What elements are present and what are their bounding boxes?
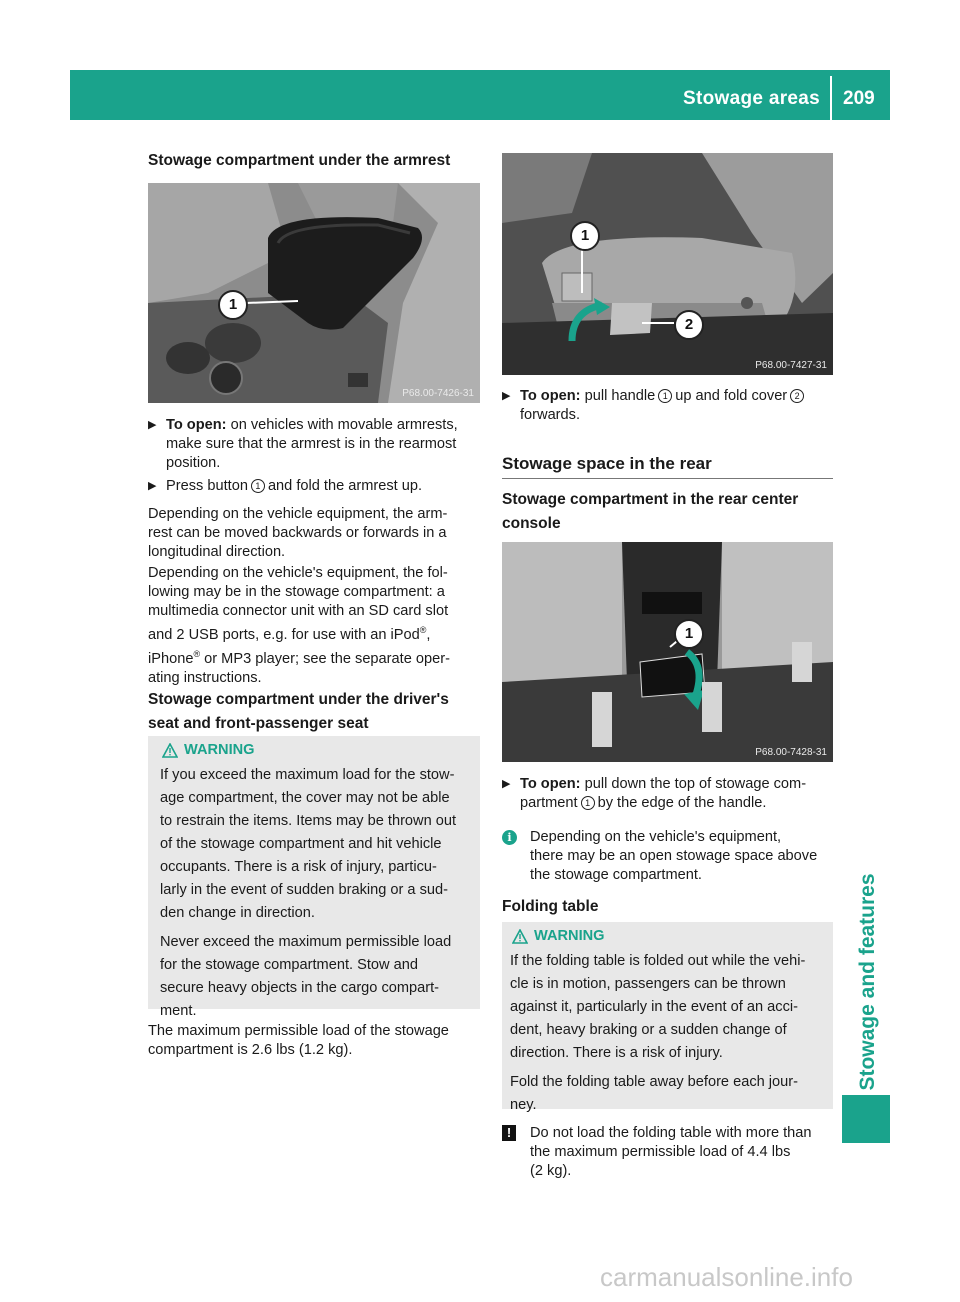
notice-icon: ! [502, 1125, 516, 1141]
text-line: or MP3 player; see the separate oper- [200, 650, 450, 667]
warning-text [510, 950, 827, 1065]
warning-instruction [160, 931, 474, 1023]
heading-line: Stowage compartment under the driver's [148, 691, 449, 708]
step-text: and fold the armrest up. [267, 478, 423, 494]
rear-stowage-heading: Stowage space in the rear [502, 454, 712, 473]
warning-header [162, 742, 474, 758]
warning-triangle-icon [512, 929, 528, 944]
text-line: against it, particularly in the event of an acci- [510, 999, 798, 1015]
text-line: Depending on the vehicle's equipment, the fol- [148, 565, 448, 581]
text-line: secure heavy objects in the cargo compart- [160, 980, 440, 996]
side-tab-marker [842, 1095, 890, 1143]
step-text: partment [520, 795, 578, 811]
console-illustration [502, 542, 833, 762]
step-text: position. [166, 455, 221, 471]
rear-console-heading [502, 488, 837, 536]
seat-illustration [502, 153, 833, 375]
text-line: dent, heavy braking or a sudden change of [510, 1022, 787, 1038]
step-text: on vehicles with movable armrests, [230, 417, 458, 433]
text-line: Do not load the folding table with more than [530, 1125, 812, 1141]
heading-line: console [502, 515, 561, 532]
text-line: compartment is 2.6 lbs (1.2 kg). [148, 1042, 353, 1058]
text-line: multimedia connector unit with an SD card slot [148, 603, 449, 619]
seat-photo [502, 153, 833, 375]
paragraph-armrest-movement [148, 505, 483, 562]
callout-2: 2 [674, 310, 704, 340]
text-line: and 2 USB ports, e.g. for use with an iPod [148, 626, 420, 643]
header-divider [830, 76, 832, 120]
text-line: Fold the folding table away before each jour- [510, 1074, 798, 1090]
text-line: ating instructions. [148, 669, 262, 686]
heading-rule [502, 478, 833, 479]
heading-line: Stowage compartment in the rear center [502, 491, 799, 508]
warning-instruction [510, 1071, 827, 1117]
callout-1: 1 [674, 619, 704, 649]
info-icon: i [502, 830, 517, 845]
step-arrow-icon: ▶ [502, 390, 511, 402]
armrest-heading: Stowage compartment under the armrest [148, 152, 451, 169]
text-line: to restrain the items. Items may be thrown out [160, 813, 457, 829]
step-text: by the edge of the handle. [597, 795, 767, 811]
console-photo [502, 542, 833, 762]
text-line: If you exceed the maximum load for the stow- [160, 767, 455, 783]
seat-step [502, 387, 837, 425]
step-label: To open: [520, 776, 581, 792]
registered-mark: ® [193, 648, 201, 659]
callout-ref-1: 1 [581, 796, 595, 810]
warning-header [512, 928, 827, 944]
callout-ref-2: 2 [790, 389, 804, 403]
text-line: If the folding table is folded out while the vehi- [510, 953, 806, 969]
photo-code: P68.00-7428-31 [755, 747, 827, 758]
side-tab-label: Stowage and features [856, 873, 879, 1091]
text-line: for the stowage compartment. Stow and [160, 957, 418, 973]
console-step [502, 775, 837, 813]
text-line: iPhone [148, 650, 194, 667]
heading-line: seat and front-passenger seat [148, 715, 369, 732]
text-line: larly in the event of sudden braking or a sud- [160, 882, 448, 898]
step-arrow-icon: ▶ [148, 419, 157, 431]
step-text: up and fold cover [675, 388, 788, 404]
text-line: ment. [160, 1003, 197, 1019]
armrest-illustration [148, 183, 480, 403]
text-line: Depending on the vehicle equipment, the arm- [148, 506, 448, 522]
step-arrow-icon: ▶ [502, 778, 511, 790]
text-line: occupants. There is a risk of injury, particu- [160, 859, 437, 875]
registered-mark: ® [419, 625, 427, 635]
callout-ref-1: 1 [251, 479, 265, 493]
warning-box [502, 922, 833, 1113]
text-line: , [426, 626, 431, 643]
armrest-photo [148, 183, 480, 403]
text-line: The maximum permissible load of the stowage [148, 1023, 449, 1039]
text-line: lowing may be in the stowage compartment: a [148, 584, 445, 600]
text-line: ney. [510, 1097, 537, 1113]
text-line: Never exceed the maximum permissible load [160, 934, 452, 950]
text-line: longitudinal direction. [148, 544, 286, 560]
step-text: pull down the top of stowage com- [584, 776, 807, 792]
photo-code: P68.00-7427-31 [755, 360, 827, 371]
side-tab [842, 140, 890, 1092]
page-number: 209 [843, 88, 875, 109]
callout-1: 1 [570, 221, 600, 251]
folding-table-heading: Folding table [502, 898, 599, 915]
paragraph-equipment [148, 564, 483, 688]
paragraph-max-load [148, 1022, 483, 1060]
text-line: age compartment, the cover may not be able [160, 790, 450, 806]
text-line: (2 kg). [530, 1163, 572, 1179]
notice-note [502, 1124, 837, 1181]
step-text: make sure that the armrest is in the rearmost [166, 436, 457, 452]
info-note [502, 828, 837, 885]
step-text: pull handle [584, 388, 656, 404]
warning-box [148, 736, 480, 1019]
text-line: cle is in motion, passengers can be thrown [510, 976, 786, 992]
warning-title: WARNING [534, 928, 605, 944]
warning-triangle-icon [162, 743, 178, 758]
text-line: the stowage compartment. [530, 867, 702, 883]
text-line: the maximum permissible load of 4.4 lbs [530, 1144, 791, 1160]
text-line: rest can be moved backwards or forwards in a [148, 525, 447, 541]
callout-ref-1: 1 [658, 389, 672, 403]
footer-watermark: carmanualsonline.info [600, 1262, 853, 1292]
section-title: Stowage areas [683, 88, 820, 109]
step-arrow-icon: ▶ [148, 480, 157, 492]
step-text: forwards. [520, 407, 581, 423]
text-line: there may be an open stowage space above [530, 848, 818, 864]
warning-title: WARNING [184, 742, 255, 758]
seat-stowage-heading [148, 688, 483, 736]
warning-text [160, 764, 474, 925]
text-line: den change in direction. [160, 905, 315, 921]
step-label: To open: [166, 417, 227, 433]
text-line: Depending on the vehicle's equipment, [530, 829, 782, 845]
armrest-step-2 [148, 477, 483, 496]
photo-code: P68.00-7426-31 [402, 388, 474, 399]
text-line: direction. There is a risk of injury. [510, 1045, 723, 1061]
step-text: Press button [166, 478, 248, 494]
step-label: To open: [520, 388, 581, 404]
text-line: of the stowage compartment and hit vehicle [160, 836, 442, 852]
callout-1: 1 [218, 290, 248, 320]
armrest-step-1 [148, 416, 483, 473]
